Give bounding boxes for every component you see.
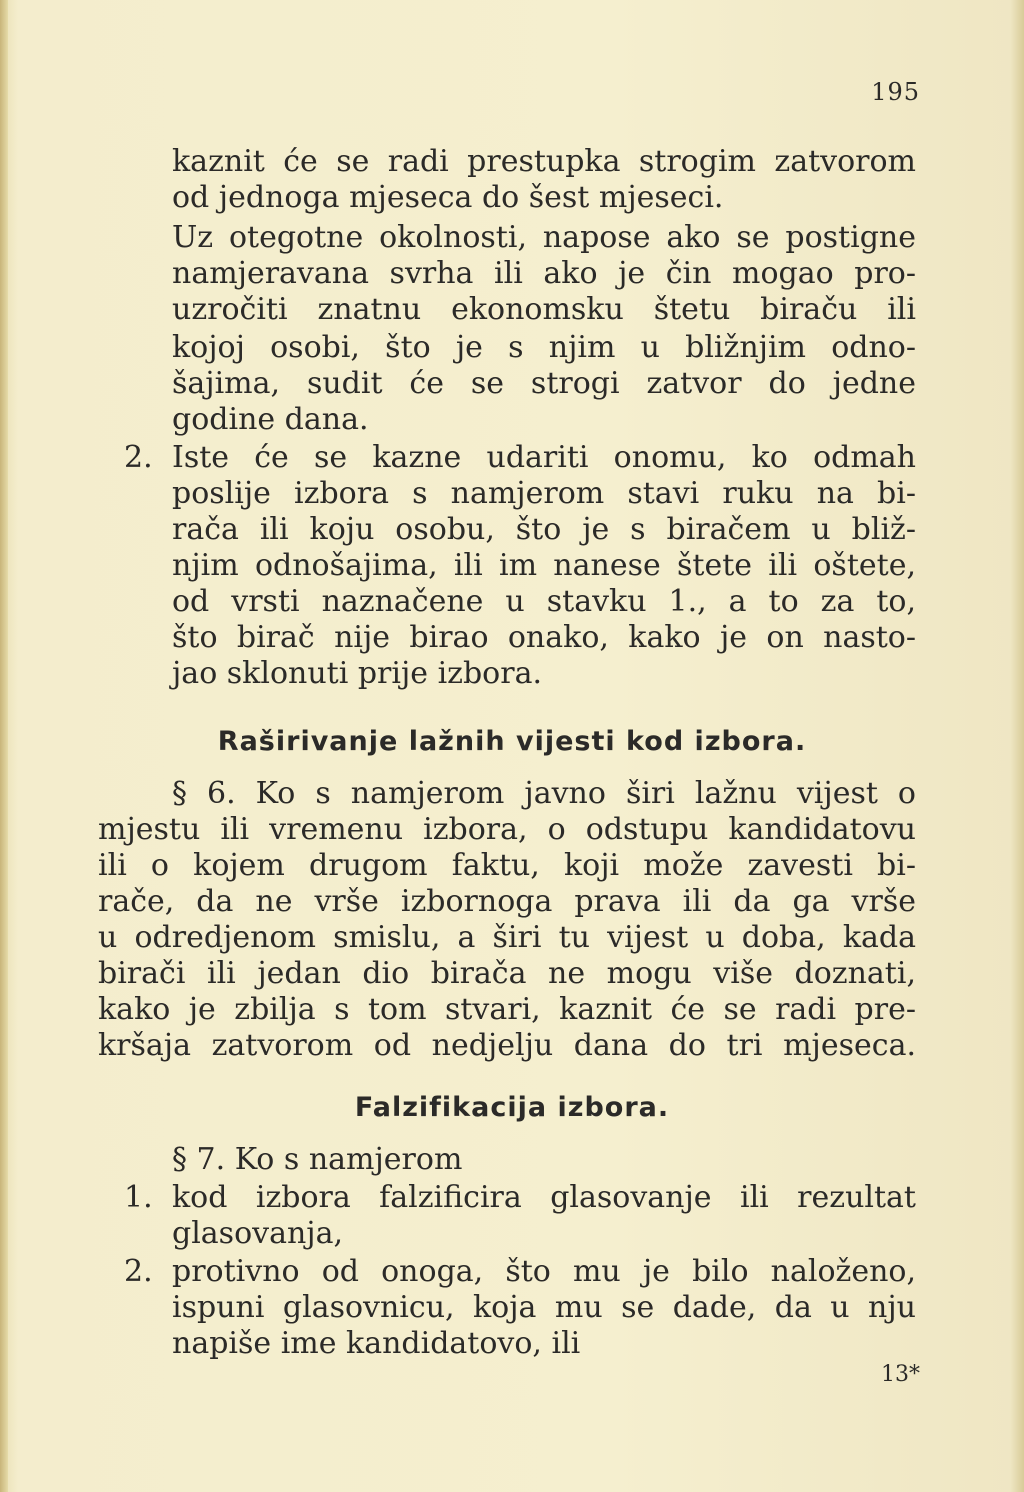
text-line: rača ili koju osobu, što je s biračem u bliž-	[172, 512, 916, 547]
text-line: jao sklonuti prije izbora.	[172, 656, 543, 691]
list-number: 2.	[124, 1254, 153, 1289]
text-line: ili o kojem drugom faktu, koji može zavesti bi-	[98, 848, 916, 883]
text-line: glasovanja,	[172, 1216, 344, 1251]
text-line: namjeravana svrha ili ako je čin mogao pro-	[172, 256, 916, 291]
text-line: kako je zbilja s tom stvari, kaznit će se radi pre-	[98, 992, 916, 1027]
text-line: Iste će se kazne udariti onomu, ko odmah	[172, 440, 916, 475]
text-line: kaznit će se radi prestupka strogim zatvorom	[172, 144, 916, 179]
section-heading: Raširivanje lažnih vijesti kod izbora.	[217, 726, 807, 757]
text-line: birači ili jedan dio birača ne mogu više doznati,	[98, 956, 916, 991]
section-heading: Falzifikacija izbora.	[354, 1092, 670, 1123]
text-line: mjestu ili vremenu izbora, o odstupu kandidatovu	[98, 812, 916, 847]
text-line: od jednoga mjeseca do šest mjeseci.	[172, 180, 724, 215]
list-number: 1.	[124, 1180, 153, 1215]
text-line: kojoj osobi, što je s njim u bližnjim odno-	[172, 330, 916, 365]
text-line: poslije izbora s namjerom stavi ruku na bi-	[172, 476, 916, 511]
text-line: napiše ime kandidatovo, ili	[172, 1326, 581, 1361]
text-line: protivno od onoga, što mu je bilo naloženo,	[172, 1254, 916, 1289]
text-line: kod izbora falzificira glasovanje ili rezultat	[172, 1180, 916, 1215]
text-line: šajima, sudit će se strogi zatvor do jedne	[172, 366, 916, 401]
text-line: rače, da ne vrše izbornoga prava ili da ga vrše	[98, 884, 916, 919]
text-line: kršaja zatvorom od nedjelju dana do tri mjeseca.	[98, 1028, 916, 1063]
list-number: 2.	[124, 440, 153, 475]
text-line: § 6. Ko s namjerom javno širi lažnu vijest o	[172, 776, 916, 811]
page-number: 195	[871, 78, 920, 106]
text-line: § 7. Ko s namjerom	[172, 1142, 463, 1177]
text-line: njim odnošajima, ili im nanese štete ili oštete,	[172, 548, 916, 583]
text-line: uzročiti znatnu ekonomsku štetu biraču ili	[172, 292, 916, 327]
text-line: u odredjenom smislu, a širi tu vijest u doba, kada	[98, 920, 916, 955]
text-line: godine dana.	[172, 402, 369, 437]
printer-signature: 13*	[881, 1362, 920, 1387]
text-line: od vrsti naznačene u stavku 1., a to za to,	[172, 584, 916, 619]
text-line: ispuni glasovnicu, koja mu se dade, da u nju	[172, 1290, 916, 1325]
text-line: Uz otegotne okolnosti, napose ako se postigne	[172, 220, 916, 255]
text-line: što birač nije birao onako, kako je on nasto-	[172, 620, 916, 655]
